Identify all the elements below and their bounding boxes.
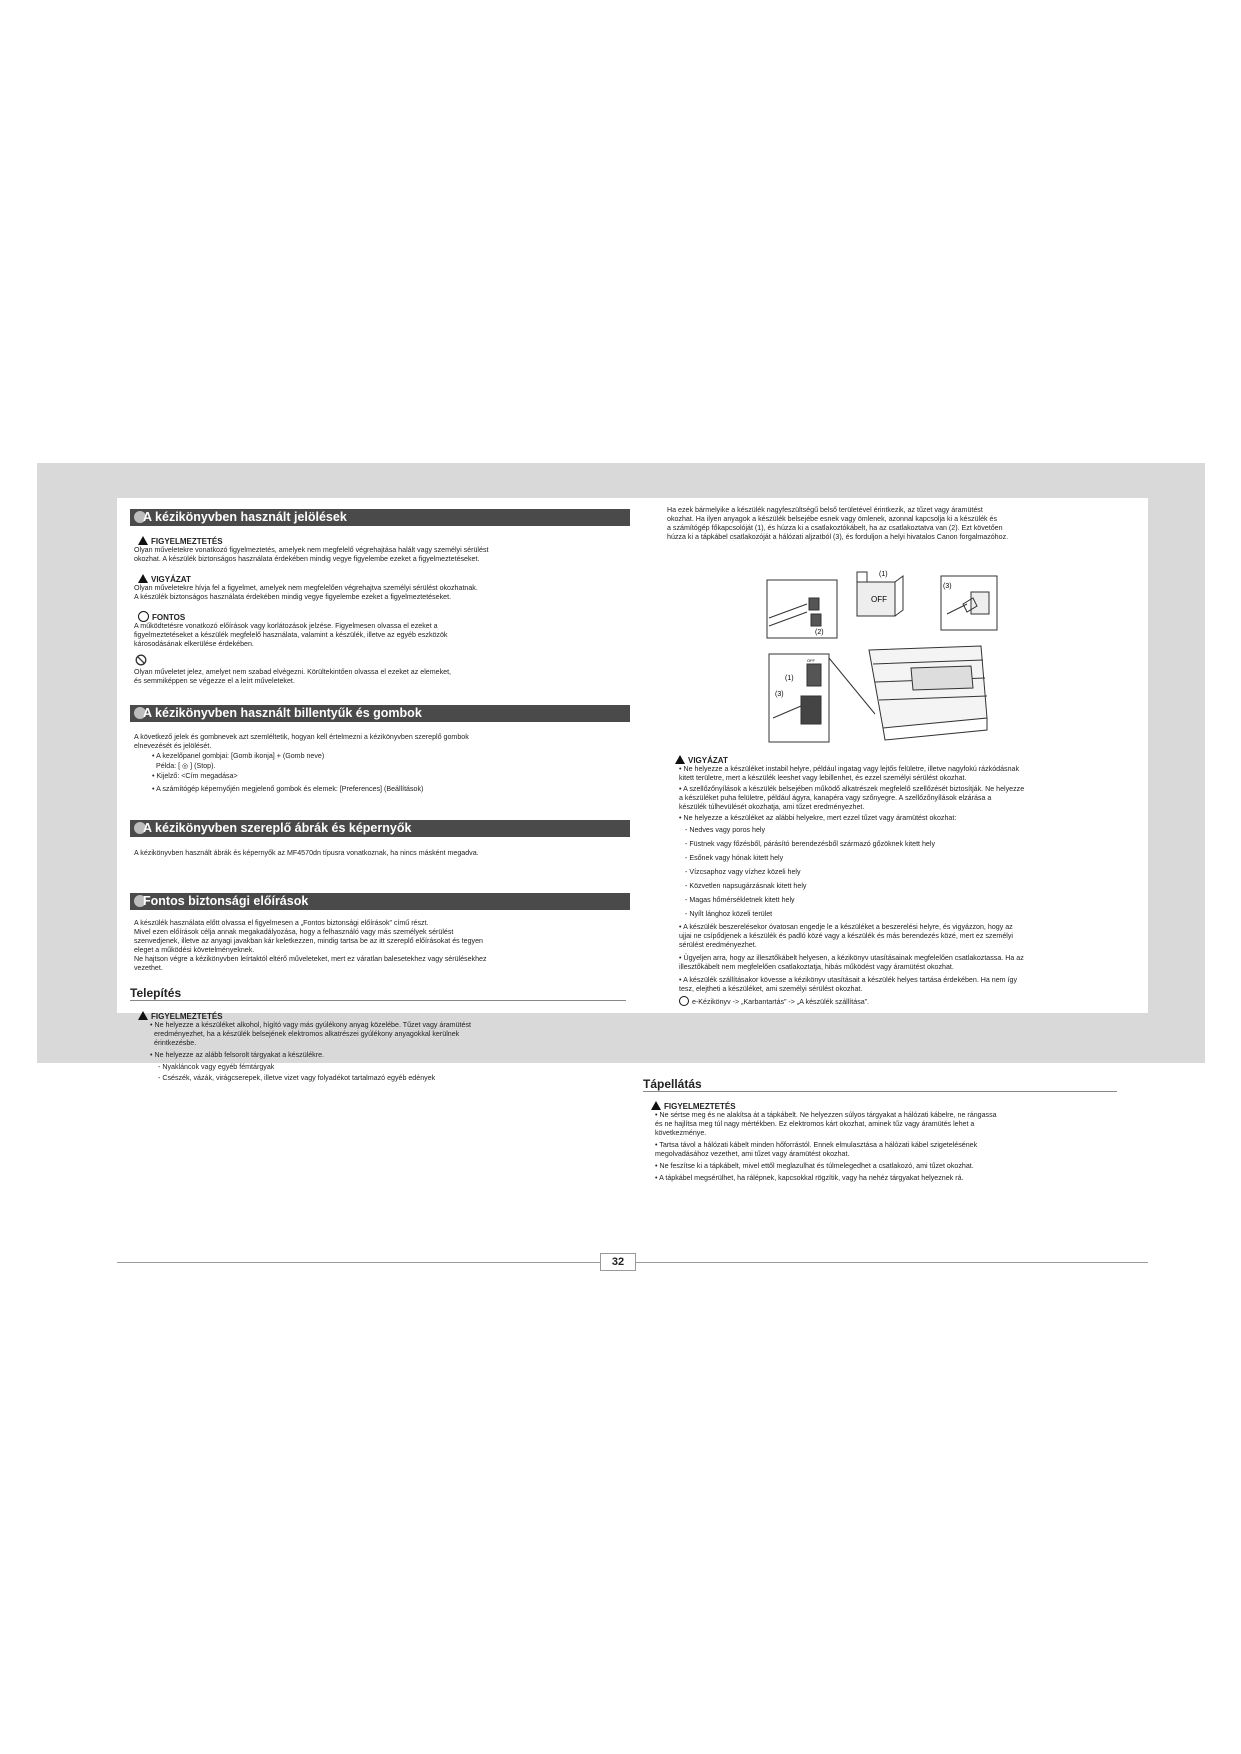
text-line: Ne hajtson végre a kézikönyvben leírtaktól eltérő műveleteket, mert ez váratlan balesetekhez vagy sérülésekhez [134,955,487,963]
warning-label: FIGYELMEZTETÉS [651,1101,736,1111]
text-line: sérülést eredményezhet. [679,941,757,949]
warning-label: FIGYELMEZTETÉS [138,536,223,546]
text-line: - Füstnek vagy főzésből, párásító berendezésből származó gőzöknek kitett hely [685,840,935,848]
text-line: - Esőnek vagy hónak kitett hely [685,854,784,862]
text-line: - Nedves vagy poros hely [685,826,766,834]
warning-triangle-icon [138,1011,148,1020]
text-line: • A szellőzőnyílások a készülék belsejében működő alkatrészek megfelelő szellőzését biztosítják. Ne helyezze [679,785,1025,793]
warning-triangle-icon [138,574,148,583]
callout-label: (1) [879,571,888,578]
text-line: A készülék használata előtt olvassa el figyelmesen a „Fontos biztonsági előírások” című részt. [134,919,429,927]
text-line: • Ne helyezze a készüléket instabil helyre, például ingatag vagy lejtős felületre, illetve nagyfokú rázkódásnak [679,765,1020,773]
text-line: - Vízcsaphoz vagy vízhez közeli hely [685,868,801,876]
text-line: eleget a működési követelményeknek. [134,946,255,954]
callout-label: (3) [775,691,784,698]
warning-triangle-icon [675,755,685,764]
text-line: • Tartsa távol a hálózati kábelt minden hőforrástól. Ennek elmulasztása a hálózati kábel szigetelésének [655,1141,978,1149]
text-line: • Ne sértse meg és ne alakítsa át a tápkábelt. Ne helyezzen súlyos tárgyakat a hálózati kábelre, ne rángassa [655,1111,997,1119]
caution-label: VIGYÁZAT [675,755,728,765]
text-line: - Közvetlen napsugárzásnak kitett hely [685,882,807,890]
text-line: • A készülék beszerelésekor óvatosan engedje le a készüléket a beszerelési helyre, és vigyázzon, hogy az [679,923,1013,931]
section-heading-safety: Fontos biztonsági előírások [130,893,630,910]
important-circle-icon [138,611,149,622]
page-spread-background [37,463,1205,1082]
computer-port-panel [767,580,837,638]
text-line: kitett területre, mert a készülék leeshet vagy lebillenhet, és ezzel személyi sérülést okozhat. [679,774,967,782]
off-label: OFF [871,595,887,604]
text-line: Mivel ezen előírások célja annak megakadályozása, hogy a felhasználó vagy más személyek sérülést [134,928,454,936]
text-line: - Nyílt lánghoz közeli terület [685,910,773,918]
text-line: Olyan műveletekre vonatkozó figyelmeztetés, amelyek nem megfelelő végrehajtása halált vagy személyi sérülést [134,546,489,554]
text-line: tesz, elejtheti a készüléket, ami személyi sérülést okozhat. [679,985,863,993]
text-line: A kézikönyvben használt ábrák és képernyők az MF4570dn típusra vonatkoznak, ha nincs másként megadva. [134,849,479,857]
text-line: okozhat. A készülék biztonságos használata érdekében mindig vegye figyelembe ezeket a figyelmeztetéseket. [134,555,480,563]
text-line: A következő jelek és gombnevek azt szemléltetik, hogyan kell értelmezni a kézikönyvben szereplő gombok [134,733,469,741]
text-line: illesztőkábelt nem megfelelően csatlakoztatja, hibás működést vagy áramütést okozhat. [679,963,954,971]
section-heading-markings: A kézikönyvben használt jelölések [130,509,630,526]
text-line: A készülék biztonságos használata érdekében mindig vegye figyelembe ezeket a figyelmeztetéseket. [134,593,452,601]
text-line: Olyan műveletekre hívja fel a figyelmet, amelyek nem megfelelően végrehajtva személyi sérülést okozhatnak. [134,584,478,592]
text-line: • Ne helyezze az alább felsorolt tárgyakat a készülékre. [150,1051,325,1059]
text-line: károsodásának elkerülése érdekében. [134,640,254,648]
text-line: és semmiképpen se végezze el a leírt műveleteket. [134,677,295,685]
text-line: • Ügyeljen arra, hogy az illesztőkábelt helyesen, a kézikönyv utasításainak megfelelően csatlakoztassa. Ha az [679,954,1024,962]
manual-page [117,498,1148,1082]
callout-label: (1) [785,675,794,682]
caution-label: VIGYÁZAT [138,574,191,584]
text-line: - Magas hőmérsékletnek kitett hely [685,896,795,904]
off-label: OFF [807,658,815,663]
text-line: Olyan műveletet jelez, amelyet nem szabad elvégezni. Körültekintően olvassa el ezeket az elemeket, [134,668,452,676]
text-line: és ne hajlítsa meg túl nagy mértékben. Ez elektromos kárt okozhat, aminek tűz vagy áramütés lehet a [655,1120,975,1128]
warning-triangle-icon [138,536,148,545]
text-line: a készüléket puha felületre, például ágyra, kanapéra vagy szőnyegre. A szellőzőnyílások elzárása a [679,794,992,802]
text-line: • A kezelőpanel gombjai: [Gomb ikonja] + (Gomb neve) [152,752,325,760]
text-line: elnevezését és jelölését. [134,742,212,750]
e-manual-reference[interactable]: e-Kézikönyv -> „Karbantartás” -> „A készülék szállítása”. [679,996,869,1007]
text-line: - Csészék, vázák, virágcserepek, illetve vizet vagy folyadékot tartalmazó egyéb edények [158,1074,436,1082]
text-line: • Ne feszítse ki a tápkábelt, mivel ettől meglazulhat és túlmelegedhet a csatlakozó, ami tűzet okozhat. [655,1162,974,1170]
text-line: érintkezésbe. [154,1039,197,1047]
text-line: Ha ezek bármelyike a készülék nagyfeszültségű belső területével érintkezik, az tűzet vagy áramütést [667,506,983,514]
disconnect-power-illustration [761,568,1141,746]
text-line: ujjai ne csípődjenek a készülék és padló közé vagy a készülék és más berendezés közé, mert ez személyi [679,932,1013,940]
text-line: • Ne helyezze a készüléket alkohol, hígító vagy más gyúlékony anyag közelébe. Tűzet vagy áramütést [150,1021,471,1029]
important-label: FONTOS [138,611,185,622]
warning-label: FIGYELMEZTETÉS [138,1011,223,1021]
text-line: figyelmeztetéseket a készülék megfelelő használata, valamint a készülék, illetve az egyéb eszközök [134,631,448,639]
section-heading-keys: A kézikönyvben használt billentyűk és gombok [130,705,630,722]
subheading-power-supply: Tápellátás [643,1078,1117,1092]
text-line: eredményezhet, ha a készülék belsejének elektromos alkatrészei gyúlékony anyagokkal kerülnek [154,1030,460,1038]
text-line: Példa: [ ◎ ] (Stop). [156,762,216,770]
text-line: • A tápkábel megsérülhet, ha rálépnek, kapcsokkal rögzítik, vagy ha nehéz tárgyakat helyeznek rá. [655,1174,964,1182]
warning-triangle-icon [651,1101,661,1110]
callout-label: (2) [815,629,824,636]
page-number: 32 [600,1253,636,1271]
subheading-installation: Telepítés [130,987,626,1001]
callout-label: (3) [943,583,952,590]
section-heading-figures: A kézikönyvben szereplő ábrák és képernyők [130,820,630,837]
text-line: a számítógép főkapcsolóját (1), és húzza ki a csatlakoztókábelt, ha az csatlakoztatva van (2). Ezt követően [667,524,1003,532]
text-line: készülék túlhevülését okozhatja, ami tűzet eredményezhet. [679,803,865,811]
reference-icon [679,996,689,1006]
text-line: • Kijelző: <Cím megadása> [152,772,238,780]
text-line: - Nyakláncok vagy egyéb fémtárgyak [158,1063,275,1071]
text-line: okozhat. Ha ilyen anyagok a készülék belsejébe esnek vagy ömlenek, azonnal kapcsolja ki a készülék és [667,515,998,523]
text-line: szenvedjenek, illetve az anyagi javakban kár keletkezzen, mindig tartsa be az itt szereplő előírásokat és tegyen [134,937,483,945]
text-line: • A készülék szállításakor kövesse a kézikönyv utasításait a készülék helyes tartása érdekében. Ha nem így [679,976,1018,984]
text-line: • A számítógép képernyőjén megjelenő gombok és elemek: [Preferences] (Beállítások) [152,785,424,793]
prohibited-icon [135,654,147,669]
text-line: következménye. [655,1129,707,1137]
text-line: vezethet. [134,964,163,972]
text-line: • Ne helyezze a készüléket az alábbi helyekre, mert ezzel tűzet vagy áramütést okozhat: [679,814,957,822]
text-line: húzza ki a tápkábel csatlakozóját a hálózati aljzatból (3), és forduljon a helyi hivatalos Canon forgalmazóhoz. [667,533,1009,541]
text-line: A működtetésre vonatkozó előírások vagy korlátozások jelzése. Figyelmesen olvassa el ezeket a [134,622,438,630]
text-line: megolvadásához vezethet, ami tűzet vagy áramütést okozhat. [655,1150,850,1158]
